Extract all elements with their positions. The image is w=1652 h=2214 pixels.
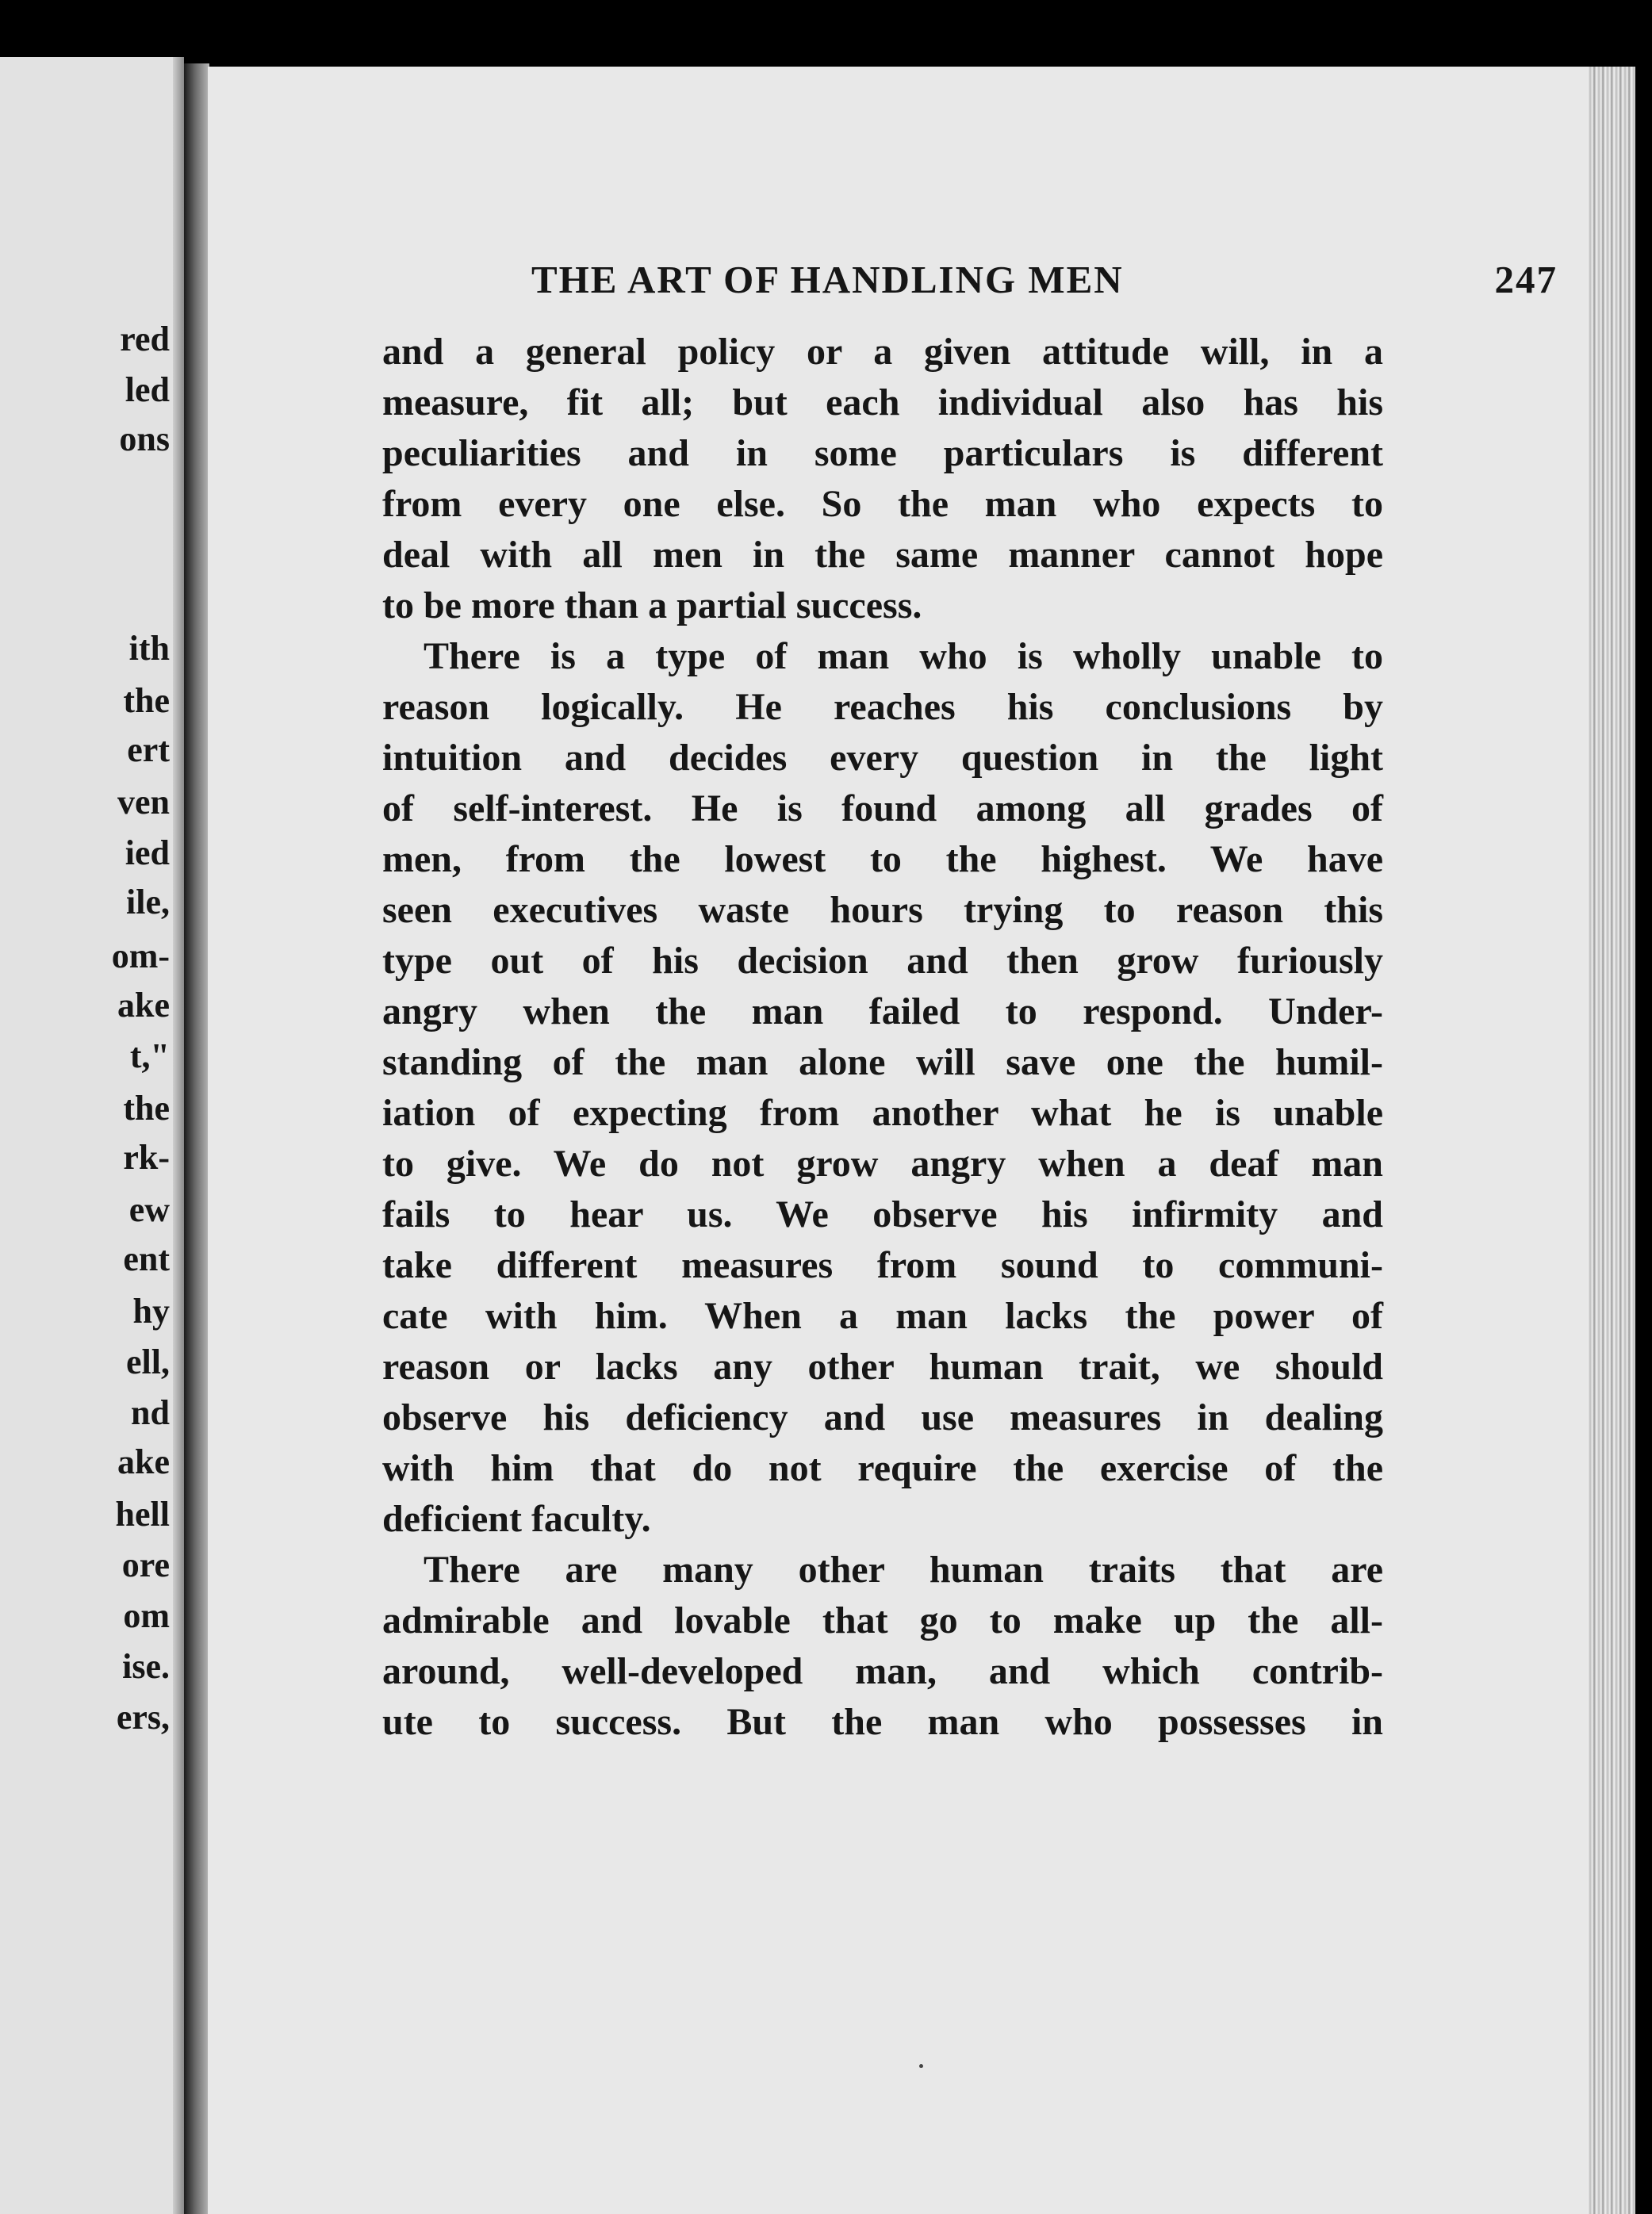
text-line: type out of his decision and then grow furiously xyxy=(382,940,1383,982)
facing-line: ith xyxy=(128,629,170,668)
facing-page xyxy=(0,57,184,2214)
facing-line: om- xyxy=(111,937,170,975)
facing-line: ise. xyxy=(122,1647,170,1686)
facing-line: om xyxy=(123,1596,170,1635)
text-line: angry when the man failed to respond. Under- xyxy=(382,990,1383,1032)
facing-line: ile, xyxy=(126,883,170,921)
text-line: deal with all men in the same manner cannot hope xyxy=(382,534,1383,576)
facing-line: the xyxy=(123,681,170,720)
facing-line: hy xyxy=(132,1292,170,1331)
text-line: deficient faculty. xyxy=(382,1498,651,1540)
text-line: and a general policy or a given attitude will, in a xyxy=(382,331,1383,373)
text-line: There is a type of man who is wholly unable to xyxy=(424,635,1383,677)
facing-line: red xyxy=(120,320,170,358)
text-line: men, from the lowest to the highest. We have xyxy=(382,838,1383,880)
text-line: of self-interest. He is found among all grades of xyxy=(382,787,1383,829)
text-line: iation of expecting from another what he is unable xyxy=(382,1092,1383,1134)
facing-line: rk- xyxy=(123,1138,170,1177)
text-line: with him that do not require the exercise of the xyxy=(382,1447,1383,1489)
facing-line: ore xyxy=(121,1546,170,1584)
facing-line: ers, xyxy=(116,1698,170,1737)
book-spine xyxy=(184,63,209,2214)
running-head-title: THE ART OF HANDLING MEN xyxy=(531,258,1124,301)
facing-line: ake xyxy=(117,1442,170,1481)
text-line: to be more than a partial success. xyxy=(382,584,922,626)
text-line: measure, fit all; but each individual also has his xyxy=(382,381,1383,423)
text-line: take different measures from sound to communi- xyxy=(382,1244,1383,1286)
facing-line: ent xyxy=(123,1239,170,1278)
facing-line: ert xyxy=(127,730,170,769)
text-line: reason or lacks any other human trait, we should xyxy=(382,1346,1383,1388)
text-line: reason logically. He reaches his conclusions by xyxy=(382,686,1383,728)
facing-line: led xyxy=(125,370,170,409)
text-line: from every one else. So the man who expects to xyxy=(382,483,1383,525)
facing-line: ons xyxy=(119,419,170,458)
text-line: fails to hear us. We observe his infirmity and xyxy=(382,1193,1383,1235)
text-line: cate with him. When a man lacks the power of xyxy=(382,1295,1383,1337)
facing-line: hell xyxy=(115,1495,170,1534)
facing-line: ell, xyxy=(126,1343,170,1381)
text-line: observe his deficiency and use measures in dealing xyxy=(382,1396,1383,1438)
facing-line: the xyxy=(123,1089,170,1128)
text-line: seen executives waste hours trying to reason this xyxy=(382,889,1383,931)
scan-speck xyxy=(919,2064,923,2068)
facing-line: ven xyxy=(117,783,170,822)
facing-line: ake xyxy=(117,986,170,1025)
facing-line: nd xyxy=(131,1393,170,1432)
text-line: standing of the man alone will save one the humil- xyxy=(382,1041,1383,1083)
text-line: admirable and lovable that go to make up the all- xyxy=(382,1599,1383,1641)
text-line: intuition and decides every question in the light xyxy=(382,737,1383,779)
text-line: peculiarities and in some particulars is different xyxy=(382,432,1383,474)
facing-line: ew xyxy=(128,1190,170,1229)
text-line: to give. We do not grow angry when a deaf man xyxy=(382,1143,1383,1185)
text-line: around, well-developed man, and which contrib- xyxy=(382,1650,1383,1692)
facing-line: t," xyxy=(129,1036,170,1075)
facing-line: ied xyxy=(125,833,170,872)
page-number: 247 xyxy=(1494,258,1558,301)
gutter-shadow xyxy=(173,57,184,2214)
page-fore-edge xyxy=(1588,67,1635,2214)
text-line: There are many other human traits that are xyxy=(424,1549,1383,1591)
text-line: ute to success. But the man who possesses in xyxy=(382,1701,1383,1743)
book-page xyxy=(208,67,1588,2214)
